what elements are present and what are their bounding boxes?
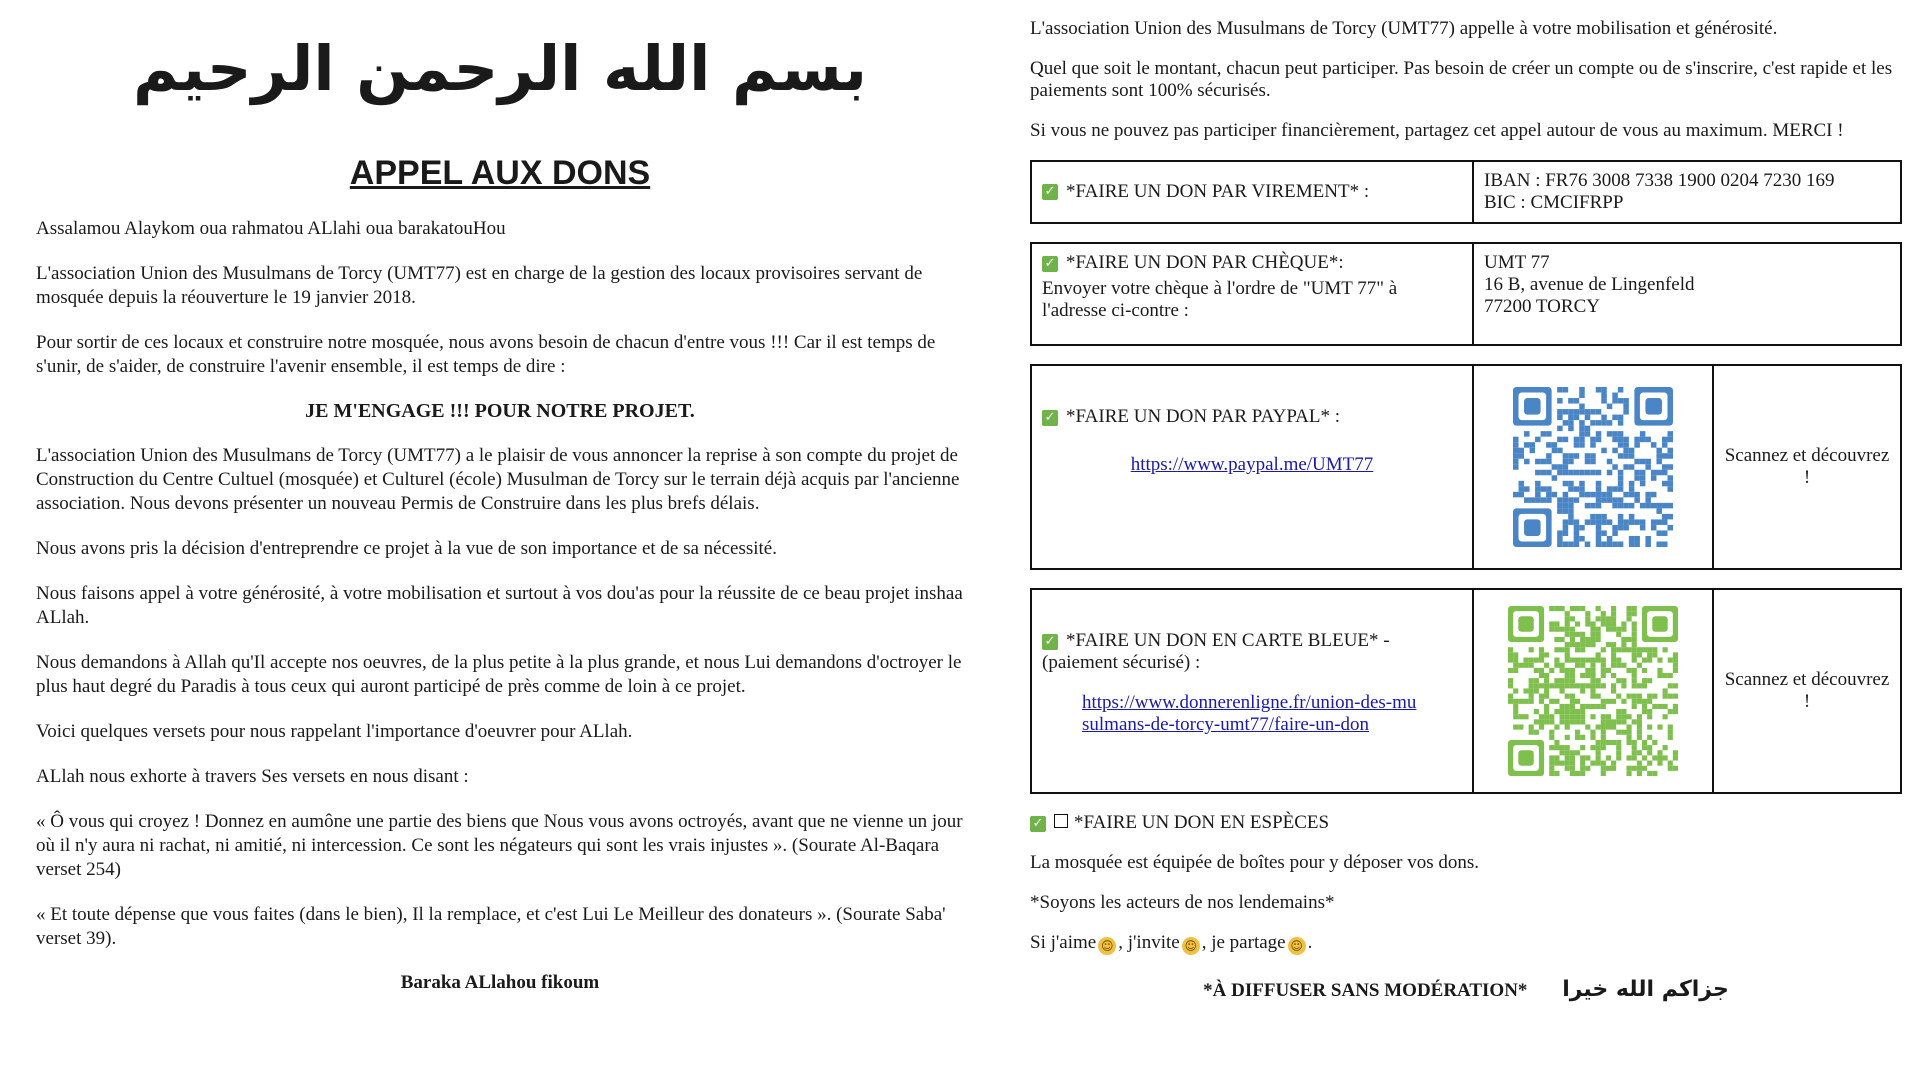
paragraph-1: L'association Union des Musulmans de Torcy (UMT77) est en charge de la gestion des locaux provisoires servant de mosquée depuis la réouverture le 19 janvier 2018. bbox=[36, 263, 923, 308]
smile-emoji-icon: ☺ bbox=[1098, 937, 1116, 955]
paragraph-4: Nous avons pris la décision d'entreprendre ce projet à la vue de son importance et de sa nécessité. bbox=[36, 538, 777, 559]
virement-label-cell bbox=[1032, 162, 1472, 222]
cheque-address-cell bbox=[1472, 244, 1900, 344]
cheque-instructions: Envoyer votre chèque à l'ordre de "UMT 77" à l'adresse ci-contre : bbox=[1042, 278, 1398, 321]
check-icon: ✓ bbox=[1042, 184, 1058, 200]
virement-bank-cell bbox=[1472, 162, 1900, 222]
diffuser-text: *À DIFFUSER SANS MODÉRATION* bbox=[1203, 980, 1528, 1001]
paypal-scan-text: Scannez et découvrez ! bbox=[1724, 445, 1890, 488]
cheque-box bbox=[1030, 242, 1902, 346]
checkbox-square-icon bbox=[1054, 814, 1068, 828]
iban: IBAN : FR76 3008 7338 1900 0204 7230 169 bbox=[1484, 170, 1835, 191]
carte-box bbox=[1030, 588, 1902, 794]
carte-qr-cell bbox=[1472, 590, 1712, 792]
paragraph-6: Nous demandons à Allah qu'Il accepte nos oeuvres, de la plus petite à la plus grande, et nous Lui demandons d'octroyer le plus haut degré du Paradis à tous ceux qui auront participé de près comme de loin à ce projet. bbox=[36, 652, 962, 697]
paypal-qr-cell bbox=[1472, 366, 1712, 568]
bismillah-calligraphy: بسم الله الرحمن الرحيم bbox=[132, 32, 868, 105]
virement-box bbox=[1030, 160, 1902, 224]
carte-qr-code[interactable] bbox=[1508, 606, 1678, 776]
carte-scan-text: Scannez et découvrez ! bbox=[1724, 669, 1890, 712]
paragraph-5: Nous faisons appel à votre générosité, à votre mobilisation et surtout à vos dou'as pour la réussite de ce beau projet inshaa ALlah. bbox=[36, 583, 963, 628]
cheque-label-cell bbox=[1032, 244, 1472, 344]
especes-text: La mosquée est équipée de boîtes pour y déposer vos dons. bbox=[1030, 852, 1480, 873]
share-part-d: . bbox=[1307, 932, 1313, 953]
closing: Baraka ALlahou fikoum bbox=[400, 972, 600, 993]
address-line-2: 16 B, avenue de Lingenfeld bbox=[1484, 274, 1695, 295]
intro-3: Si vous ne pouvez pas participer financièrement, partagez cet appel autour de vous au maximum. MERCI ! bbox=[1030, 120, 1844, 141]
check-icon: ✓ bbox=[1042, 410, 1058, 426]
paragraph-3: L'association Union des Musulmans de Torcy (UMT77) a le plaisir de vous annoncer la reprise à son compte du projet de Construction du Centre Cultuel (mosquée) et Culturel (école) Musulman de Torcy sur le terrain déjà acquis par l'ancienne association. Nous devons présenter un nouveau Permis de Construire dans les plus brefs délais. bbox=[36, 445, 960, 514]
arabic-blessing: جزاكم الله خيرا bbox=[1562, 977, 1729, 1002]
especes-heading bbox=[1030, 812, 1902, 834]
paypal-qr-code[interactable] bbox=[1513, 387, 1673, 547]
share-part-a: Si j'aime bbox=[1030, 932, 1097, 953]
smile-emoji-icon: ☺ bbox=[1288, 937, 1306, 955]
share-line bbox=[1030, 932, 1902, 955]
check-icon: ✓ bbox=[1042, 634, 1058, 650]
carte-label: *FAIRE UN DON EN CARTE BLEUE* - (paiement sécurisé) : bbox=[1042, 630, 1390, 673]
verse-1: « Ô vous qui croyez ! Donnez en aumône une partie des biens que Nous vous avons octroyés, avant que ne vienne un jour où il n'y aura ni rachat, ni amitié, ni intercession. Ce sont les négateurs qui sont les vrais injustes ». (Sourate Al-Baqara verset 254) bbox=[36, 811, 963, 880]
paypal-scan-cell bbox=[1712, 366, 1900, 568]
address-line-3: 77200 TORCY bbox=[1484, 296, 1600, 317]
footer-line bbox=[1030, 977, 1902, 1002]
check-icon: ✓ bbox=[1042, 256, 1058, 272]
virement-label: *FAIRE UN DON PAR VIREMENT* : bbox=[1066, 181, 1370, 202]
address-line-1: UMT 77 bbox=[1484, 252, 1550, 273]
check-icon: ✓ bbox=[1030, 816, 1046, 832]
greeting: Assalamou Alaykom oua rahmatou ALlahi oua barakatouHou bbox=[36, 218, 506, 239]
carte-label-cell bbox=[1032, 590, 1472, 792]
engagement-heading: JE M'ENGAGE !!! POUR NOTRE PROJET. bbox=[305, 400, 695, 422]
intro-2: Quel que soit le montant, chacun peut participer. Pas besoin de créer un compte ou de s'inscrire, c'est rapide et les paiements sont 100% sécurisés. bbox=[1030, 58, 1893, 101]
smile-emoji-icon: ☺ bbox=[1182, 937, 1200, 955]
paragraph-7: Voici quelques versets pour nous rappelant l'importance d'oeuvrer pour ALlah. bbox=[36, 721, 633, 742]
verse-2: « Et toute dépense que vous faites (dans le bien), Il la remplace, et c'est Lui Le Meilleur des donateurs ». (Sourate Saba' verset 39). bbox=[36, 904, 946, 949]
page-title: APPEL AUX DONS bbox=[349, 154, 651, 192]
especes-label: *FAIRE UN DON EN ESPÈCES bbox=[1074, 812, 1330, 833]
right-column bbox=[1030, 0, 1920, 1080]
share-part-c: , je partage bbox=[1201, 932, 1286, 953]
paypal-label-cell bbox=[1032, 366, 1472, 568]
intro-1: L'association Union des Musulmans de Torcy (UMT77) appelle à votre mobilisation et générosité. bbox=[1030, 18, 1778, 39]
paypal-box bbox=[1030, 364, 1902, 570]
bic: BIC : CMCIFRPP bbox=[1484, 192, 1624, 213]
paypal-label: *FAIRE UN DON PAR PAYPAL* : bbox=[1066, 406, 1341, 427]
cheque-label: *FAIRE UN DON PAR CHÈQUE*: bbox=[1066, 252, 1344, 273]
paypal-link[interactable]: https://www.paypal.me/UMT77 bbox=[1130, 454, 1374, 475]
paragraph-8: ALlah nous exhorte à travers Ses versets en nous disant : bbox=[36, 766, 469, 787]
acteurs-text: *Soyons les acteurs de nos lendemains* bbox=[1030, 892, 1335, 913]
share-part-b: , j'invite bbox=[1118, 932, 1180, 953]
carte-link[interactable]: https://www.donnerenligne.fr/union-des-musulmans-de-torcy-umt77/faire-un-don bbox=[1082, 692, 1417, 735]
carte-scan-cell bbox=[1712, 590, 1900, 792]
paragraph-2: Pour sortir de ces locaux et construire notre mosquée, nous avons besoin de chacun d'entre vous !!! Car il est temps de s'unir, de s'aider, de construire l'avenir ensemble, il est temps de dire : bbox=[36, 332, 936, 377]
